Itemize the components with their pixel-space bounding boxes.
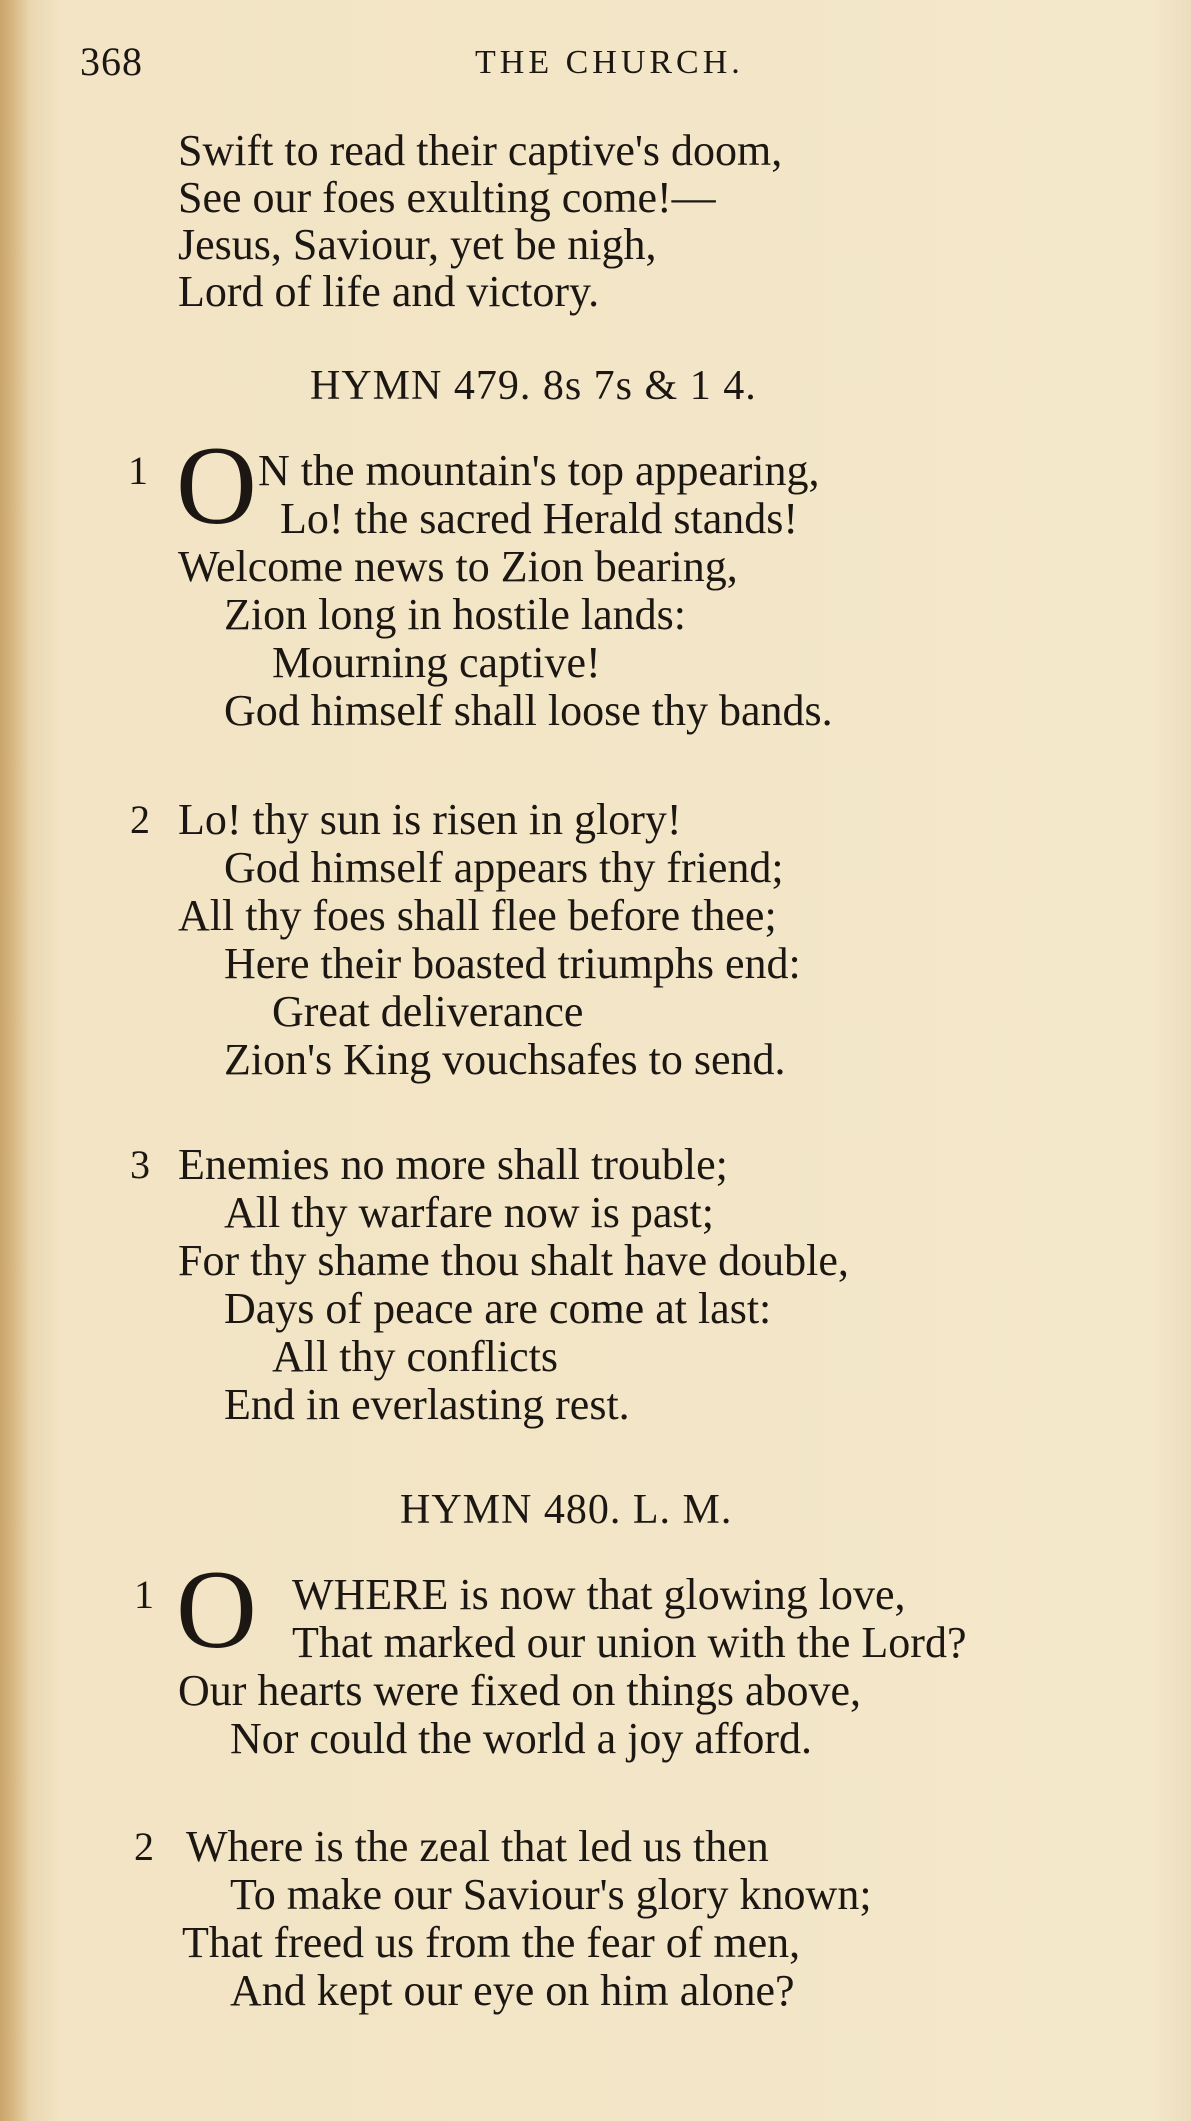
verse-line: End in everlasting rest. (224, 1380, 630, 1429)
hymn-479-title: HYMN 479. 8s 7s & 1 4. (310, 363, 757, 409)
verse-line: That freed us from the fear of men, (182, 1918, 801, 1967)
verse-line: God himself shall loose thy bands. (224, 686, 833, 735)
drop-cap: O (176, 1548, 257, 1672)
verse-line: For thy shame thou shalt have double, (178, 1236, 849, 1285)
verse-line: Nor could the world a joy afford. (230, 1714, 813, 1763)
stanza-number: 1 (128, 448, 148, 493)
verse-line: Here their boasted triumphs end: (224, 939, 801, 988)
verse-line: Swift to read their captive's doom, (178, 126, 783, 175)
stanza-number: 3 (130, 1142, 150, 1187)
verse-line: All thy warfare now is past; (224, 1188, 714, 1237)
verse-line: Enemies no more shall trouble; (178, 1140, 728, 1189)
hymn-480-title: HYMN 480. L. M. (400, 1487, 733, 1533)
verse-line: Days of peace are come at last: (224, 1284, 772, 1333)
verse-line: See our foes exulting come!— (178, 173, 716, 222)
verse-line: To make our Saviour's glory known; (230, 1870, 872, 1919)
verse-line: That marked our union with the Lord? (292, 1618, 967, 1667)
verse-line: Welcome news to Zion bearing, (178, 542, 738, 591)
stanza-number: 2 (134, 1824, 154, 1869)
verse-line: Lo! thy sun is risen in glory! (178, 795, 682, 844)
verse-line: Zion's King vouchsafes to send. (224, 1035, 786, 1084)
verse-line: Lord of life and victory. (178, 267, 600, 316)
stanza-number: 2 (130, 797, 150, 842)
verse-line: Lo! the sacred Herald stands! (280, 494, 799, 543)
verse-line: Where is the zeal that led us then (186, 1822, 769, 1871)
page-number: 368 (80, 39, 143, 84)
verse-line: Jesus, Saviour, yet be nigh, (178, 220, 657, 269)
verse-line: And kept our eye on him alone? (230, 1966, 795, 2015)
running-head: THE CHURCH. (475, 44, 744, 81)
verse-line: God himself appears thy friend; (224, 843, 784, 892)
verse-line: Our hearts were fixed on things above, (178, 1666, 862, 1715)
verse-line: Zion long in hostile lands: (224, 590, 686, 639)
verse-line: N the mountain's top appearing, (258, 446, 820, 495)
page-header (80, 38, 1080, 88)
verse-line: All thy foes shall flee before thee; (178, 891, 777, 940)
verse-line: All thy conflicts (272, 1332, 558, 1381)
stanza-number: 1 (134, 1572, 154, 1617)
verse-line: WHERE is now that glowing love, (292, 1570, 906, 1619)
verse-line: Mourning captive! (272, 638, 601, 687)
drop-cap: O (176, 424, 257, 548)
verse-line: Great deliverance (272, 987, 584, 1036)
